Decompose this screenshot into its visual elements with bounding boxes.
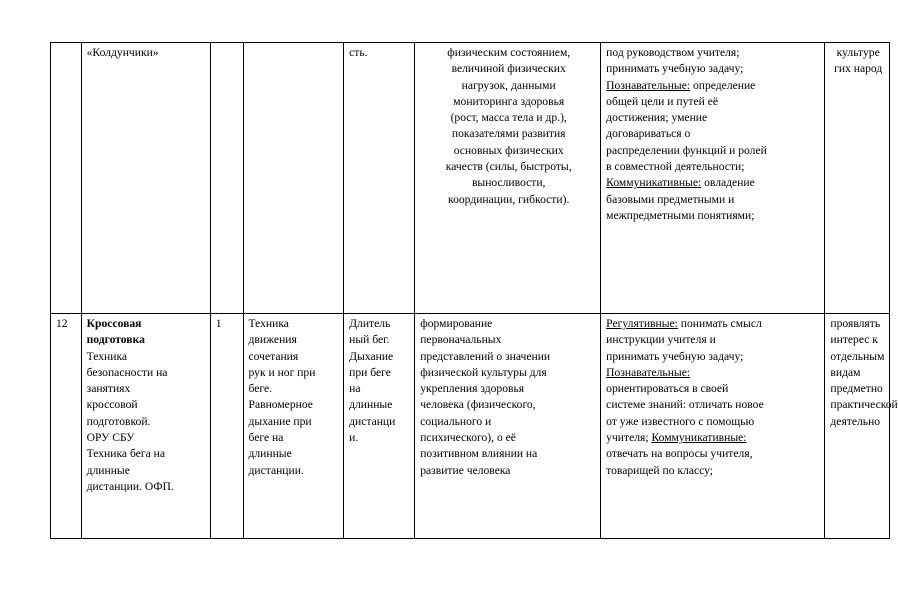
cognitive-text: определение [690,78,756,92]
universal-line: общей цели и путей её [606,94,718,108]
preliminary-line: гих народ [834,62,883,76]
personal-line: координации, гибкости). [448,192,570,206]
topic-line: Техника [86,349,128,363]
universal-line: распределении функций и ролей [606,143,767,157]
personal-line: физической культуры для [420,365,547,379]
technique-line: беге на [248,431,284,445]
lesson-number-cell [51,43,82,314]
exercises-cell [344,314,415,539]
universal-actions-cell [601,43,825,314]
hours-cell [210,314,243,539]
technique-line: Равномерное [248,398,313,412]
topic-line: безопасности на [86,365,168,379]
preliminary-line: практической [830,398,898,412]
universal-line: базовыми предметными и [606,192,735,206]
cognitive-label: Познавательные: [606,78,691,92]
topic-line: занятиях [86,382,131,396]
exercises-line: ный бег. [349,333,390,347]
technique-cell [243,43,344,314]
topic-line: ОРУ СБУ [86,431,135,445]
universal-line: ориентироваться в своей [606,382,729,396]
universal-line: товарищей по классу; [606,463,713,477]
table-row [51,314,890,539]
topic-line: дистанции. ОФП. [86,479,174,493]
lesson-number-cell [51,314,82,539]
personal-line: первоначальных [420,333,502,347]
personal-line: выносливости, [471,176,546,190]
communicative-text: овладение [701,176,755,190]
technique-line: Техника [248,317,289,330]
personal-line: величиной физических [451,62,566,76]
universal-line: под руководством учителя; [606,46,740,59]
universal-line [606,175,821,191]
personal-line: физическим состоянием, [447,46,571,59]
personal-line: социального и [420,414,492,428]
personal-line: (рост, масса тела и др.), [450,111,567,125]
universal-line [606,316,821,332]
universal-line: договариваться о [606,127,691,141]
personal-line: показателями развития [451,127,566,141]
personal-line: психического), о её [420,431,516,445]
exercises-line: на [349,382,361,396]
universal-line: принимать учебную задачу; [606,349,744,363]
universal-line: системе знаний: отличать новое [606,398,764,412]
cognitive-label: Познавательные: [606,365,691,379]
technique-line: движения [248,333,297,347]
topic-line: Техника бега на [86,447,166,461]
personal-line: мониторинга здоровья [453,94,565,108]
technique-line: беге. [248,382,273,396]
preliminary-line: деятельно [830,414,881,428]
universal-line [606,78,821,94]
universal-line: достижения; умение [606,111,708,125]
universal-line: от уже известного с помощью [606,414,755,428]
exercises-line: длинные [349,398,393,412]
technique-line: сочетания [248,349,299,363]
exercises-text: сть. [349,46,368,59]
regulative-text: понимать смысл [677,317,762,330]
preliminary-line: отдельным [830,349,885,363]
communicative-label: Коммуникативные: [651,431,747,445]
personal-line: представлений о значении [420,349,551,363]
technique-line: дыхание при [248,414,312,428]
preliminary-cell [825,314,898,539]
table-row [51,43,890,314]
exercises-line: при беге [349,365,391,379]
universal-line: инструкции учителя и [606,333,716,347]
personal-line: формирование [420,317,493,330]
exercises-line: и. [349,431,359,445]
lesson-plan-table [50,42,898,539]
exercises-line: Длитель [349,317,391,330]
preliminary-line: предметно [830,382,883,396]
personal-line: человека (физического, [420,398,536,412]
personal-line: развитие человека [420,463,511,477]
technique-line: длинные [248,447,292,461]
topic-line: подготовкой. [86,414,151,428]
topic-line: длинные [86,463,130,477]
preliminary-line: проявлять [830,317,881,330]
topic-cell [81,314,210,539]
regulative-label: Регулятивные: [606,317,678,330]
topic-line: кроссовой [86,398,138,412]
preliminary-line: интерес к [830,333,878,347]
personal-line: основных физических [453,143,564,157]
universal-line: в совместной деятельности; [606,160,745,174]
universal-line: межпредметными понятиями; [606,208,755,222]
personal-results-cell [415,43,601,314]
hours-cell [210,43,243,314]
preliminary-line: культуре [836,46,880,59]
universal-line: отвечать на вопросы учителя, [606,447,753,461]
exercises-line: Дыхание [349,349,394,363]
personal-results-cell [415,314,601,539]
topic-text: «Колдунчики» [86,46,159,59]
universal-line: принимать учебную задачу; [606,62,744,76]
technique-line: рук и ног при [248,365,316,379]
hours-value: 1 [215,317,222,330]
universal-line [606,430,821,446]
personal-line: нагрузок, данными [461,78,556,92]
communicative-label: Коммуникативные: [606,176,702,190]
technique-cell [243,314,344,539]
universal-text: учителя; [606,431,652,445]
technique-line: дистанции. [248,463,304,477]
lesson-number: 12 [56,317,68,330]
preliminary-line: видам [830,365,861,379]
preliminary-cell [825,43,890,314]
exercises-line: дистанци [349,414,396,428]
topic-cell [81,43,210,314]
universal-actions-cell [601,314,825,539]
personal-line: позитивном влиянии на [420,447,538,461]
topic-title: подготовка [86,333,145,347]
exercises-cell [344,43,415,314]
universal-line [606,365,821,381]
personal-line: укрепления здоровья [420,382,525,396]
personal-line: качеств (силы, быстроты, [445,160,572,174]
topic-title: Кроссовая [86,317,142,330]
